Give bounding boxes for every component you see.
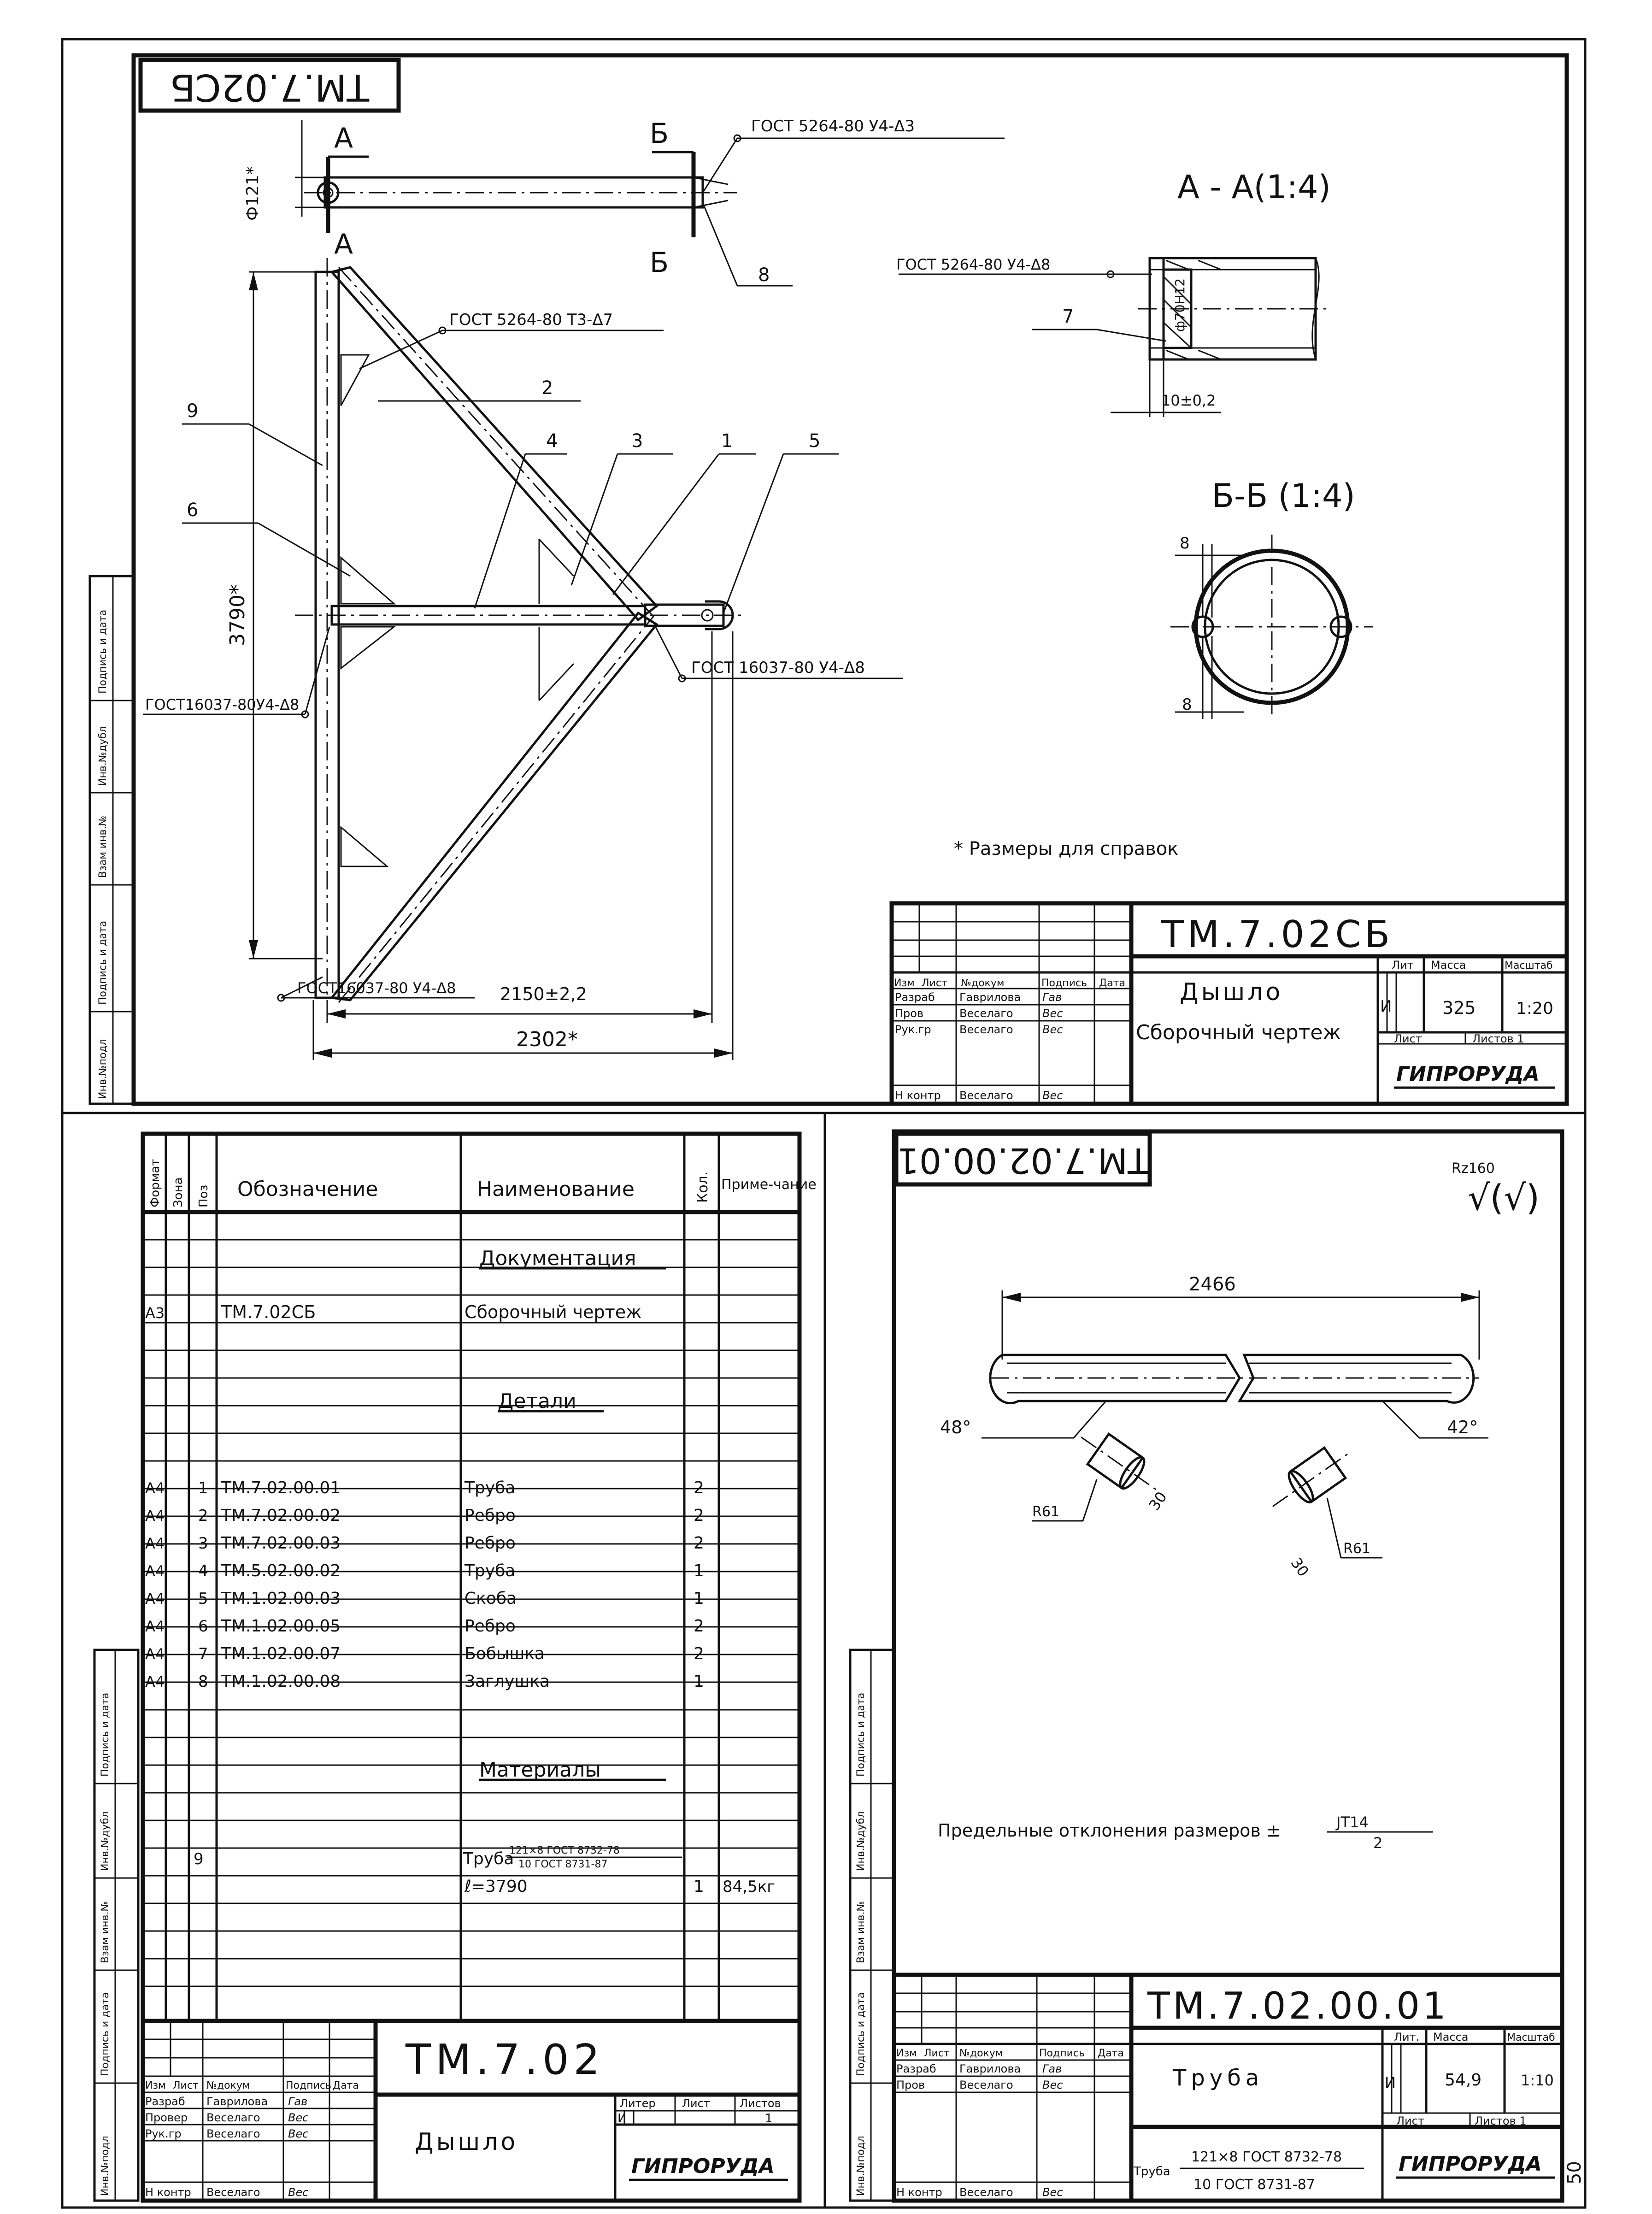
svg-text:Гав: Гав [288,2095,308,2108]
svg-text:ТМ.5.02.00.02: ТМ.5.02.00.02 [221,1561,341,1580]
tb-sheets-label: Листов 1 [1472,1032,1524,1045]
pos-2-label: 2 [541,377,553,399]
strip-label: Инв.№дубл [97,726,109,786]
tb-hdr: Дата [1099,977,1125,989]
tb-scale-label: Масштаб [1505,960,1553,972]
svg-text:1: 1 [765,2112,773,2126]
roughness-label: Rz160 [1452,1160,1495,1177]
svg-text:121×8 ГОСТ 8732-78: 121×8 ГОСТ 8732-78 [509,1845,620,1856]
strip-label: Взам инв.№ [100,1901,111,1963]
svg-text:№докум: №докум [206,2080,250,2091]
svg-text:1: 1 [694,1672,704,1691]
top-weld-label: ГОСТ 5264-80 У4-Δ3 [751,117,915,135]
pos-7-label: 7 [1062,306,1074,327]
svg-text:84,5кг: 84,5кг [723,1878,776,1896]
docs-name: Сборочный чертеж [464,1302,642,1322]
svg-text:А4: А4 [145,1645,165,1663]
tb-org: ГИПРОРУДА [1396,1062,1540,1086]
tb-sign: Вес [1042,1089,1063,1102]
svg-text:Вес: Вес [1042,2186,1063,2199]
svg-text:Пров: Пров [896,2079,925,2091]
svg-text:2: 2 [198,1507,208,1525]
part-tb-code: ТМ.7.02.00.01 [1147,1984,1449,2027]
bore-label: ф70Н12 [1172,278,1188,332]
section-aa-weld: ГОСТ 5264-80 У4-Δ8 [896,256,1051,273]
part-drawing [894,1131,1562,2201]
section-materials: Материалы [479,1758,601,1782]
svg-text:Труба: Труба [464,1478,516,1497]
section-aa [896,168,1331,417]
svg-text:№докум: №докум [959,2048,1003,2059]
svg-text:ТМ.1.02.00.05: ТМ.1.02.00.05 [221,1617,341,1636]
strip-label: Инв.№подл [855,2136,867,2196]
reference-note: * Размеры для справок [954,838,1179,860]
top-view [243,117,1005,286]
cut-a-label: А [334,122,353,154]
tb-doc-type: Сборочный чертеж [1136,1021,1341,1044]
pos-8-label: 8 [758,265,770,286]
svg-text:Н контр: Н контр [896,2186,942,2199]
svg-text:Вес: Вес [288,2127,309,2140]
svg-text:Литер: Литер [620,2097,656,2110]
strip-label: Подпись и дата [100,1692,111,1777]
specification-table [143,1134,817,2201]
svg-text:И: И [617,2112,627,2126]
tube-diameter: Ф121* [243,166,262,221]
svg-text:А4: А4 [145,1562,165,1580]
hdr-format: Формат [148,1159,162,1207]
svg-text:Лист: Лист [173,2080,199,2091]
svg-text:Скоба: Скоба [464,1589,517,1608]
right-cutout [1262,1436,1363,1522]
tb-scale: 1:20 [1516,999,1553,1018]
svg-text:Гав: Гав [1042,2062,1062,2075]
svg-text:3: 3 [198,1534,208,1553]
tolerance-num: JT14 [1336,1814,1369,1831]
svg-text:ТМ.7.02.00.01: ТМ.7.02.00.01 [221,1478,341,1497]
svg-text:Лист: Лист [1396,2114,1424,2127]
svg-text:ТМ.7.02.00.03: ТМ.7.02.00.03 [221,1534,341,1553]
svg-text:Ребро: Ребро [464,1617,516,1636]
svg-text:Вес: Вес [288,2111,309,2124]
svg-text:Веселаго: Веселаго [206,2111,260,2124]
spec-side-strip [94,1650,138,2201]
assembly-view [143,258,903,1060]
spec-code: ТМ.7.02 [406,2036,605,2084]
tb-sign: Вес [1042,1007,1063,1020]
svg-text:6: 6 [198,1617,208,1636]
svg-text:54,9: 54,9 [1445,2071,1482,2090]
svg-text:Изм: Изм [896,2048,917,2059]
hdr-qty: Кол. [695,1171,711,1203]
tb-hdr: №докум [961,977,1005,989]
tb-name: Дышло [1180,978,1283,1006]
svg-text:1: 1 [694,1877,704,1896]
hdr-name: Наименование [477,1178,635,1201]
weld-left-label: ГОСТ16037-80У4-Δ8 [145,696,300,713]
svg-text:Вес: Вес [288,2186,309,2199]
svg-text:Дата: Дата [333,2080,359,2091]
angle-right: 42° [1447,1417,1478,1437]
radius-right: R61 [1343,1541,1371,1557]
svg-text:А4: А4 [145,1535,165,1552]
strip-label: Инв.№подл [97,1039,109,1099]
strip-label: Подпись и дата [855,1692,867,1777]
pos-3-label: 3 [631,430,643,452]
svg-text:Подпись: Подпись [1039,2048,1085,2059]
svg-text:2: 2 [694,1506,704,1525]
spec-row-lines [143,1240,800,1986]
svg-text:Труба: Труба [463,1849,514,1868]
svg-text:ТМ.1.02.00.03: ТМ.1.02.00.03 [221,1589,341,1608]
assembly-code-stamp [141,60,399,111]
assembly-code-stamp-text: ТМ.7.02СБ [170,66,370,109]
svg-text:5: 5 [198,1590,208,1608]
svg-text:ℓ=3790: ℓ=3790 [464,1877,528,1896]
svg-text:1: 1 [694,1589,704,1608]
tb-person: Веселаго [959,1023,1013,1036]
svg-text:Труба: Труба [464,1561,516,1580]
weld-top-label: ГОСТ 5264-80 Т3-Δ7 [449,311,613,329]
svg-text:Гаврилова: Гаврилова [959,2062,1021,2075]
svg-text:Гаврилова: Гаврилова [206,2095,268,2108]
section-docs: Документация [479,1247,636,1270]
svg-text:1: 1 [694,1561,704,1580]
svg-text:Масса: Масса [1433,2031,1469,2043]
svg-text:Вес: Вес [1042,2079,1063,2091]
spec-title-block [143,2021,800,2201]
svg-text:Ребро: Ребро [464,1534,516,1553]
svg-text:Веселаго: Веселаго [959,2079,1013,2091]
part-tb-name: Труба [1173,2065,1264,2091]
svg-text:Лист: Лист [924,2048,950,2059]
dim-inner: 2150±2,2 [500,984,587,1004]
section-bb-dim-top: 8 [1180,534,1190,553]
svg-text:А4: А4 [145,1590,165,1608]
cut-a-label: А [334,228,353,260]
svg-text:7: 7 [198,1645,208,1663]
part-tb-material-top: 121×8 ГОСТ 8732-78 [1191,2149,1342,2165]
svg-text:Дата: Дата [1098,2048,1124,2059]
material-row [194,1845,775,1896]
length-dim: 2466 [1189,1274,1236,1295]
tb-mass-label: Масса [1431,959,1466,972]
thickness-label: 10±0,2 [1161,392,1216,409]
svg-text:Лит.: Лит. [1394,2031,1420,2043]
svg-text:Провер: Провер [145,2111,188,2124]
tb-sign: Вес [1042,1023,1063,1036]
part-side-strip [850,1650,894,2201]
tb-role: Разраб [895,991,935,1004]
svg-text:А4: А4 [145,1507,165,1525]
radius-left: R61 [1032,1504,1060,1520]
sheet-number: 50 [1564,2161,1585,2185]
cut-b-label: Б [650,247,669,279]
angle-left: 48° [940,1417,971,1437]
strip-label: Взам инв.№ [855,1901,867,1963]
svg-text:Лист: Лист [682,2097,710,2110]
tolerance-note: Предельные отклонения размеров ± [938,1820,1281,1841]
weld-tip-label: ГОСТ 16037-80 У4-Δ8 [691,659,865,677]
svg-text:А4: А4 [145,1673,165,1690]
svg-text:Изм: Изм [145,2080,166,2091]
section-aa-title: А - А(1:4) [1177,168,1331,206]
hdr-note: Приме-чание [721,1177,817,1193]
svg-text:И: И [1385,2074,1396,2091]
pos-5-label: 5 [809,430,821,452]
roughness-symbol: √(√) [1468,1177,1540,1218]
tb-lit: И [1380,997,1392,1016]
assembly-title-block [892,903,1567,1104]
dim-height: 3790* [226,584,249,646]
svg-text:Подпись: Подпись [286,2080,331,2091]
part-org: ГИПРОРУДА [1399,2152,1542,2176]
section-bb-title: Б-Б (1:4) [1212,477,1355,515]
svg-text:Масштаб: Масштаб [1507,2032,1555,2043]
section-bb-dim-bottom: 8 [1182,695,1192,714]
svg-text:ТМ.1.02.00.07: ТМ.1.02.00.07 [221,1644,341,1663]
svg-text:10 ГОСТ 8731-87: 10 ГОСТ 8731-87 [518,1859,608,1870]
svg-text:ТМ.7.02.00.02: ТМ.7.02.00.02 [221,1506,341,1525]
part-tb-material-bottom: 10 ГОСТ 8731-87 [1193,2177,1315,2193]
svg-text:Веселаго: Веселаго [206,2127,260,2140]
tb-mass: 325 [1442,998,1476,1018]
tb-role: Рук.гр [895,1023,931,1036]
tb-hdr: Подпись [1041,977,1087,989]
svg-text:Н контр: Н контр [145,2186,191,2199]
svg-text:Веселаго: Веселаго [959,2186,1013,2199]
strip-label: Инв.№подл [100,2136,111,2196]
svg-text:2: 2 [694,1617,704,1636]
svg-text:Разраб: Разраб [896,2062,936,2075]
strip-label: Подпись и дата [100,1992,111,2076]
svg-text:2: 2 [694,1478,704,1497]
tb-role: Н контр [895,1089,941,1102]
tb-hdr: Лист [922,977,947,989]
dim-overall: 2302* [516,1028,578,1051]
svg-text:1: 1 [198,1479,208,1497]
tb-sheet-label: Лист [1394,1032,1422,1045]
pos-4-label: 4 [546,430,558,452]
spec-name: Дышло [415,2128,518,2156]
strip-label: Инв.№дубл [100,1811,111,1871]
tb-role: Пров [895,1007,924,1020]
tb-hdr: Изм [894,977,915,989]
svg-text:А4: А4 [145,1479,165,1497]
strip-label: Взам инв.№ [97,815,109,878]
docs-format: А3 [145,1304,165,1322]
docs-designation: ТМ.7.02СБ [221,1302,316,1322]
hdr-pos: Поз [197,1184,211,1207]
svg-text:Разраб: Разраб [145,2095,185,2108]
pos-6-label: 6 [187,500,199,521]
pos-1-label: 1 [721,430,733,452]
svg-text:2: 2 [694,1534,704,1553]
section-parts: Детали [498,1390,576,1413]
svg-text:А4: А4 [145,1618,165,1635]
svg-text:1:10: 1:10 [1521,2072,1554,2089]
pos-9-label: 9 [187,400,199,422]
tolerance-den: 2 [1373,1834,1383,1852]
part-code-stamp: ТМ.7.02.00.01 [897,1140,1149,1181]
svg-text:Листов: Листов [740,2097,781,2110]
strip-label: Подпись и дата [855,1992,867,2076]
svg-text:Рук.гр: Рук.гр [145,2127,182,2140]
svg-text:Веселаго: Веселаго [206,2186,260,2199]
strip-label: Подпись и дата [97,920,109,1005]
offset-right: 30 [1287,1554,1312,1580]
tb-code: ТМ.7.02СБ [1161,913,1394,956]
weld-bottom-label: ГОСТ16037-80 У4-Δ8 [297,979,456,997]
section-bb [1170,477,1373,719]
offset-left: 30 [1145,1488,1170,1514]
svg-text:9: 9 [194,1850,204,1868]
svg-text:Листов 1: Листов 1 [1475,2114,1527,2127]
tb-sign: Гав [1042,991,1062,1004]
tb-person: Веселаго [959,1007,1013,1020]
strip-label: Подпись и дата [97,609,109,694]
strip-label: Инв.№дубл [855,1811,867,1871]
tb-lit-label: Лит [1392,959,1414,972]
svg-text:2: 2 [694,1644,704,1663]
spec-org: ГИПРОРУДА [631,2155,775,2178]
svg-text:Ребро: Ребро [464,1506,516,1525]
cut-b-label: Б [650,118,669,150]
svg-text:Бобышка: Бобышка [464,1644,545,1663]
tb-person: Веселаго [959,1089,1013,1102]
part-title-block [894,1975,1562,2201]
svg-text:Заглушка: Заглушка [464,1672,550,1691]
svg-text:4: 4 [198,1562,208,1580]
tb-person: Гаврилова [959,991,1021,1004]
svg-text:ТМ.1.02.00.08: ТМ.1.02.00.08 [221,1672,341,1691]
svg-text:8: 8 [198,1672,208,1691]
hdr-zone: Зона [171,1177,185,1207]
part-tb-material-label: Труба [1134,2165,1170,2179]
side-strip-top [90,576,134,1104]
hdr-designation: Обозначение [237,1178,378,1201]
